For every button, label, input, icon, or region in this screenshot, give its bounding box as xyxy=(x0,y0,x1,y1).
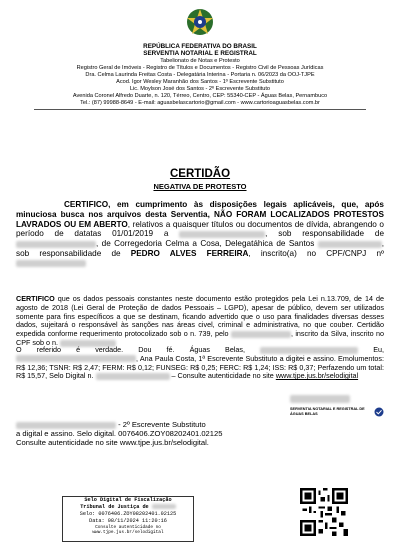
para2-text3: , inscrito da Silva, inscrito no CPF sob o n. xyxy=(16,329,384,347)
header-line1: Tabelionato de Notas e Protesto xyxy=(160,58,240,64)
document-subtitle: NEGATIVA DE PROTESTO xyxy=(153,182,247,191)
header-line3: Dra. Celma Laurinda Freitas Costa - Delegatária Interina - Portaria n. 06/2023 da OOJ-TJPE xyxy=(85,72,315,78)
redacted-datetime xyxy=(260,347,358,354)
coat-of-arms-icon xyxy=(184,6,216,38)
signature-line2: a digital e assino. Selo digital. 0076406.ZOY08202401.02125 xyxy=(16,429,223,438)
signature-line1: - 2º Escrevente Substituto xyxy=(118,420,206,429)
redacted-clerk xyxy=(16,355,136,362)
para1-text5: , de Corregedoria Celma a Cosa, Delegatáhica de Santos xyxy=(96,239,318,249)
para1-text4: , sob responsabilidade de xyxy=(265,229,384,239)
redacted-cpf xyxy=(16,260,86,267)
seal-tribunal: Tribunal de Justiça de xyxy=(80,504,149,510)
lgpd-paragraph xyxy=(16,295,384,348)
document-title: CERTIDÃO xyxy=(169,168,231,180)
qr-code-icon[interactable] xyxy=(300,488,348,536)
header-line4: Acod. Igor Wesley Maranhão dos Santos - 1º Escrevente Substituto xyxy=(116,79,284,85)
para2-text: que os dados pessoais constantes neste documento estão protegidos pela Lei n.13.709, de 14 de agosto de 2018 (Lei Geral de Proteção de dados Pessoais – LGPD), apesar de público, devem ser utilizados somente para fins específicos a que se destinam, ficando advertido que o uso para finalidades diversas desses dados, sujeitará o responsável às sanções nas áreas civel, criminal e administrativa, no que couber. Certidão expedida conforme requerimento protocolizado sob o n. 739, pelo xyxy=(16,294,384,339)
seal-title: Selo Digital de Fiscalização xyxy=(84,497,172,503)
para3-text1: O referido é verdade. Dou fé. Águas Belas, xyxy=(16,345,246,354)
header-line2: Registro Geral de Imóveis - Registro de Títulos e Documentos - Registro Civil de Pessoas Jurídicas xyxy=(76,65,324,71)
signature-block xyxy=(16,420,286,447)
redacted-state xyxy=(152,504,176,509)
seal-date: Data: 08/11/2024 11:20:16 xyxy=(89,518,167,524)
selo-digital-link[interactable]: www.tjpe.jus.br/selodigital xyxy=(275,371,359,381)
para1-text3: , relativos a quaisquer títulos ou documentos de dívida, abrangendo o período de datatas 01/01/2019 a xyxy=(16,219,384,239)
signature-line3: Consulte autenticidade no site www.tjpe.jus.br/selodigital. xyxy=(16,438,209,447)
check-seal-icon xyxy=(374,407,384,417)
seal-number: Selo: 0076406.ZOY08202401.02125 xyxy=(79,511,177,517)
redacted-requester xyxy=(231,331,291,338)
header-office: SERVENTIA NOTARIAL E REGISTRAL xyxy=(143,50,257,57)
redacted-signature-image xyxy=(290,395,350,403)
header-line5: Lic. Moylson José dos Santos - 2º Escrevente Substituto xyxy=(129,86,271,92)
redacted-name-2 xyxy=(318,241,382,248)
para1-text6: , sob responsabilidade de xyxy=(16,239,384,258)
para3-fees: , Ana Paula Costa, 1ª Escrevente Substituto a digitei e assino. Emolumentos: R$ 12,36; TSNR: R$ 2,47; FERM: R$ 0,12; FUNSEG: R$ 0,25; FERC: R$ 1,24; ISS: R$ 0,37; Perfazendo um total: R$ 15,57, Selo Digital n. xyxy=(16,353,384,381)
digital-seal-box xyxy=(62,496,194,542)
redacted-date xyxy=(179,231,265,238)
para2-certifico: CERTIFICO xyxy=(16,294,55,303)
para1-text8: , inscrito(a) no CPF/CNPJ nº xyxy=(248,248,384,258)
redacted-seal xyxy=(96,373,170,380)
para1-text1: CERTIFICO, em cumprimento às disposições legais aplicáveis, que, após minuciosa busca nos arquivos desta Serventia, xyxy=(16,200,384,219)
digital-signature-logo xyxy=(290,395,385,425)
header-line6: Avenida Coronel Alfredo Duarte, n. 120, Térreo, Centro, CEP: 55340-CEP - Águas Belas, Pernambuco xyxy=(72,93,328,99)
header-line7: Tel.: (87) 99988-8649 - E-mail: aguasbelascartorio@gmail.com - www.cartorioaguasbelas.com.br xyxy=(80,100,320,106)
closing-paragraph xyxy=(16,346,384,381)
redacted-signer xyxy=(16,422,116,429)
header-divider xyxy=(34,109,366,110)
seal-logo-line1: SERVENTIA NOTARIAL E REGISTRAL DE ÁGUAS BELAS xyxy=(290,407,365,416)
redacted-name xyxy=(16,241,96,248)
header-republic: REPÚBLICA FEDERATIVA DO BRASIL xyxy=(143,43,257,50)
debtor-name: PEDRO ALVES FERREIRA xyxy=(130,248,249,258)
seal-url: www.tjpe.jus.br/selodigital xyxy=(92,530,164,535)
certification-paragraph xyxy=(16,200,384,269)
seal-consult: Consulte autenticidade no xyxy=(95,525,161,530)
para3-consult: – Consulte autenticidade no site xyxy=(169,371,276,381)
para1-highlight: NÃO FORAM LOCALIZADOS PROTESTOS LAVRADOS OU EM ABERTO xyxy=(16,209,384,229)
para3-eu: Eu, xyxy=(373,345,385,354)
